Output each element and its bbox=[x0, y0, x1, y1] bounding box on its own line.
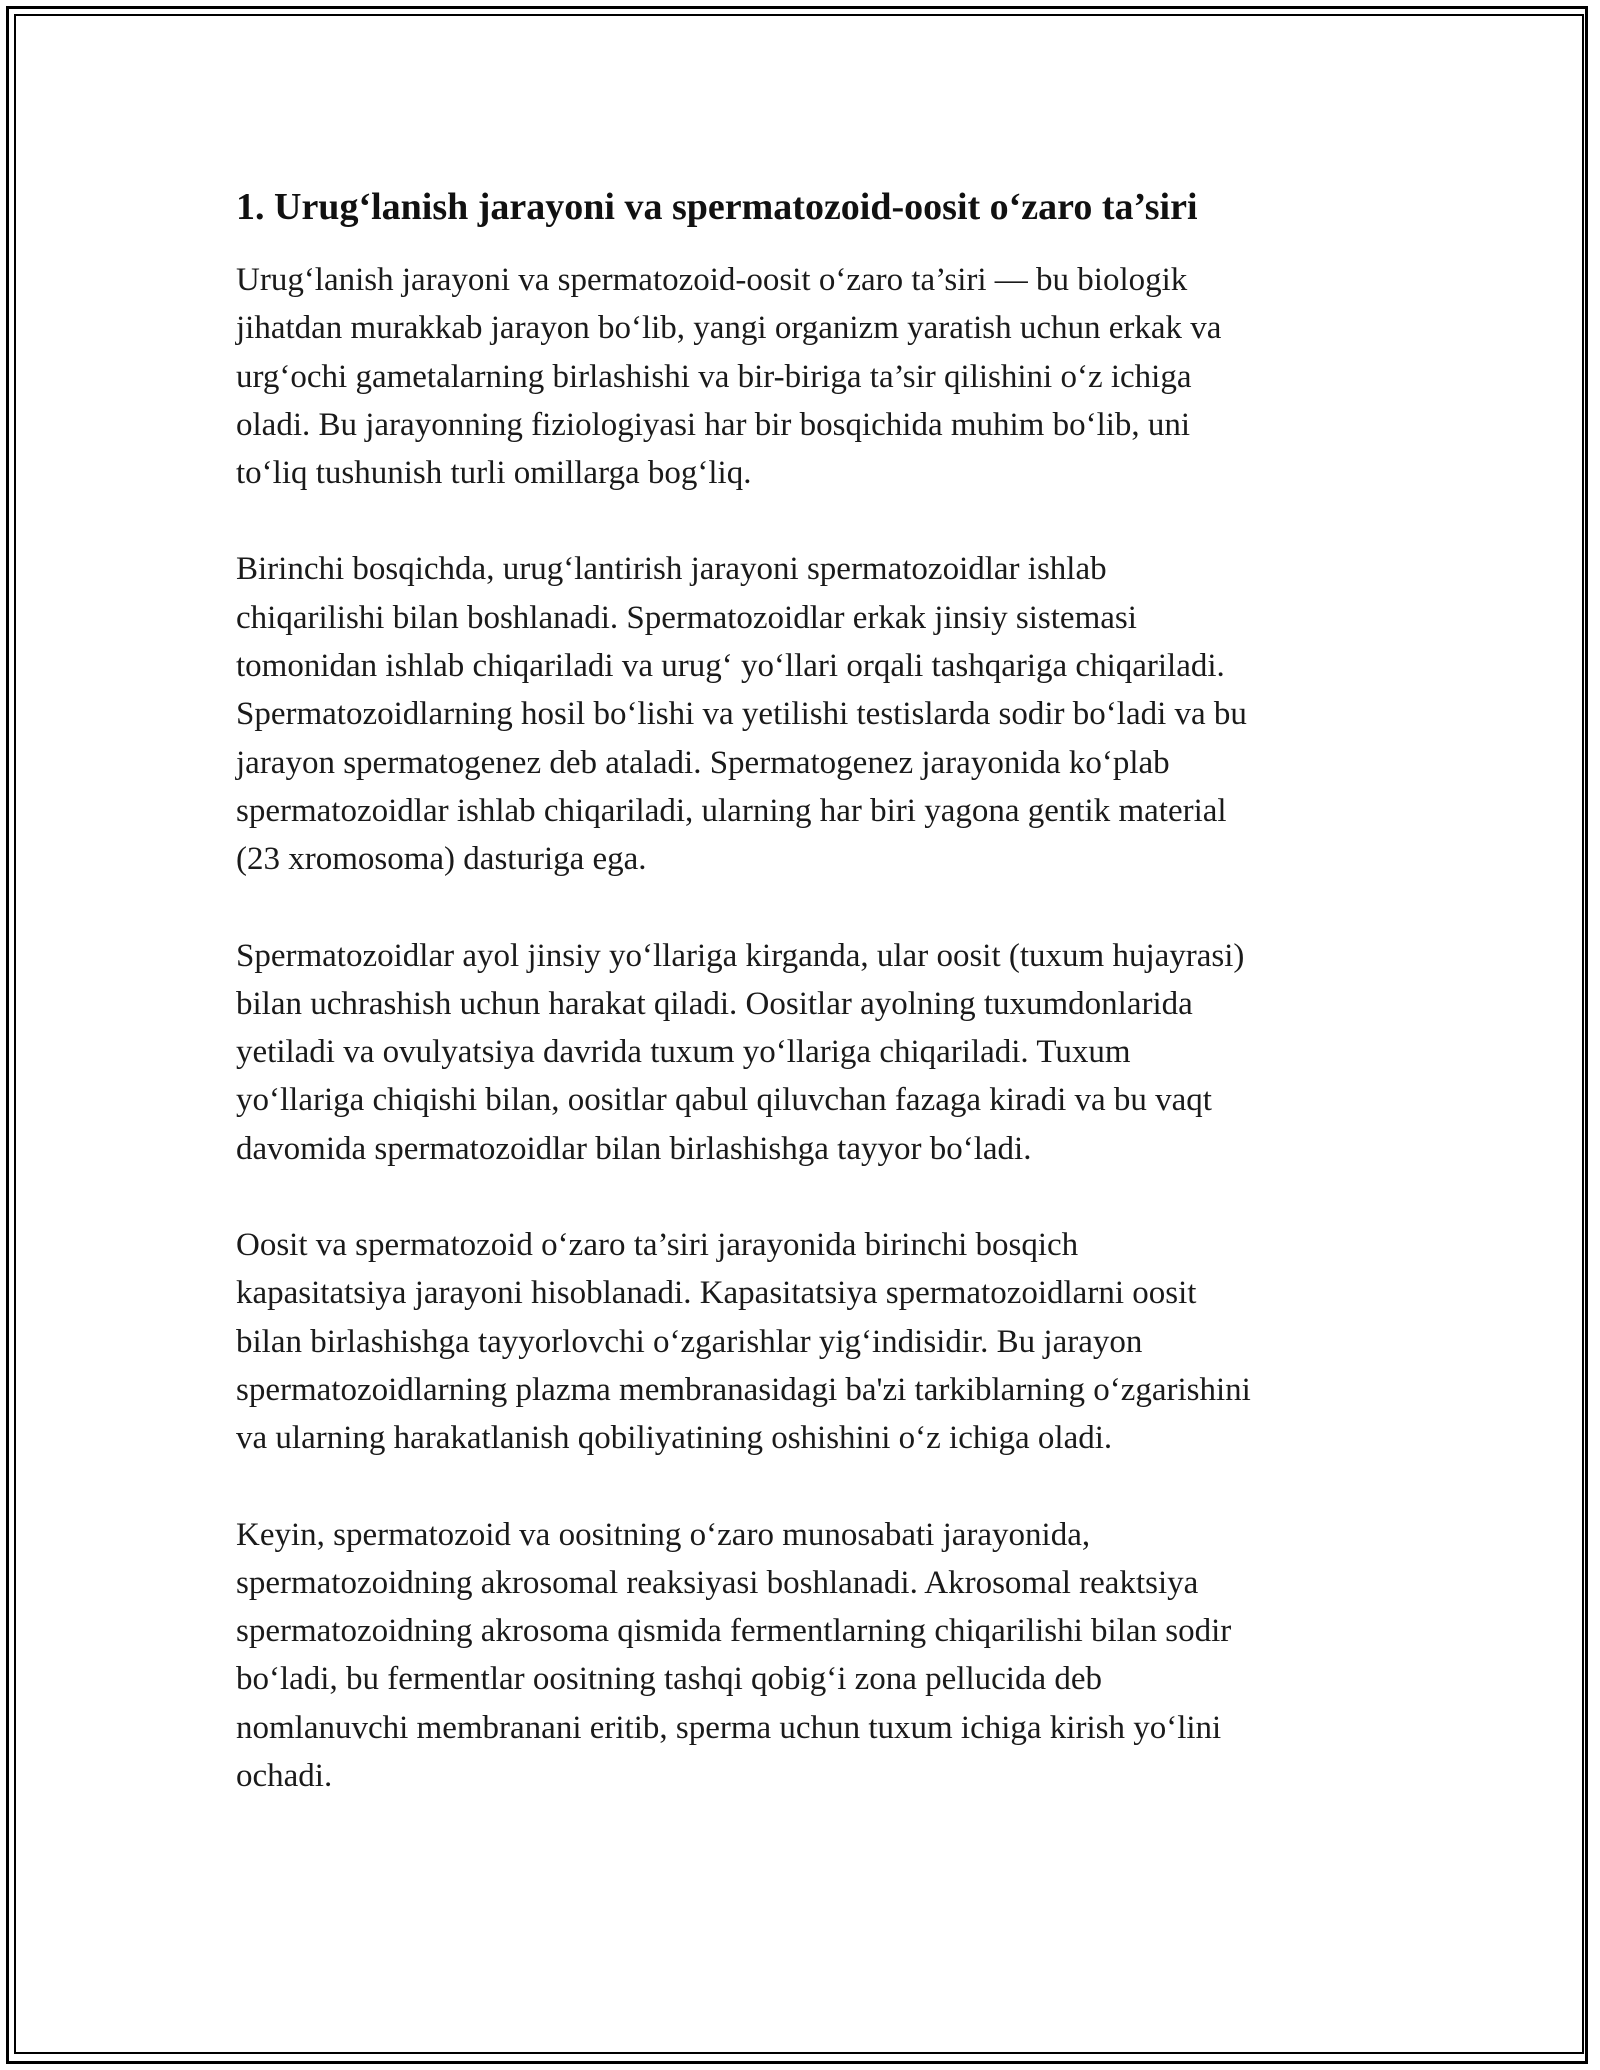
paragraph-oocyte-meeting: Spermatozoidlar ayol jinsiy yo‘llariga kirganda, ular oosit (tuxum hujayrasi) bilan uchrashish uchun harakat qiladi. Oositlar ayolning tuxumdonlarida yetiladi va ovulyatsiya davrida tuxum yo‘llariga chiqariladi. Tuxum yo‘llariga chiqishi bilan, oositlar qabul qiluvchan fazaga kiradi va bu vaqt davomida spermatozoidlar bilan birlashishga tayyor bo‘ladi. bbox=[236, 937, 1245, 1167]
paragraph-acrosome-reaction: Keyin, spermatozoid va oositning o‘zaro munosabati jarayonida, spermatozoidning akrosomal reaksiyasi boshlanadi. Akrosomal reaktsiya spermatozoidning akrosoma qismida fermentlarning chiqarilishi bilan sodir bo‘ladi, bu fermentlar oositning tashqi qobig‘i zona pellucida deb nomlanuvchi membranani eritib, sperma uchun tuxum ichiga kirish yo‘lini ochadi. bbox=[236, 1516, 1232, 1795]
paragraph-intro: Urug‘lanish jarayoni va spermatozoid-oosit o‘zaro ta’siri — bu biologik jihatdan murakkab jarayon bo‘lib, yangi organizm yaratish uchun erkak va urg‘ochi gametalarning birlashishi va bir-biriga ta’sir qilishini o‘z ichiga oladi. Bu jarayonning fiziologiyasi har bir bosqichida muhim bo‘lib, uni to‘liq tushunish turli omillarga bog‘liq. bbox=[236, 262, 1222, 492]
document-body bbox=[236, 184, 1376, 1848]
section-heading: 1. Urug‘lanish jarayoni va spermatozoid-oosit o‘zaro ta’siri bbox=[236, 186, 1198, 228]
paragraph-capacitation: Oosit va spermatozoid o‘zaro ta’siri jarayonida birinchi bosqich kapasitatsiya jarayoni hisoblanadi. Kapasitatsiya spermatozoidlarni oosit bilan birlashishga tayyorlovchi o‘zgarishlar yig‘indisidir. Bu jarayon spermatozoidlarning plazma membranasidagi ba'zi tarkiblarning o‘zgarishini va ularning harakatlanish qobiliyatining oshishini o‘z ichiga oladi. bbox=[236, 1227, 1251, 1457]
paragraph-spermatogenesis: Birinchi bosqichda, urug‘lantirish jarayoni spermatozoidlar ishlab chiqarilishi bilan boshlanadi. Spermatozoidlar erkak jinsiy sistemasi tomonidan ishlab chiqariladi va urug‘ yo‘llari orqali tashqariga chiqariladi. Spermatozoidlarning hosil bo‘lishi va yetilishi testislarda sodir bo‘ladi va bu jarayon spermatogenez deb ataladi. Spermatogenez jarayonida ko‘plab spermatozoidlar ishlab chiqariladi, ularning har biri yagona gentik material (23 xromosoma) dasturiga ega. bbox=[236, 551, 1247, 878]
